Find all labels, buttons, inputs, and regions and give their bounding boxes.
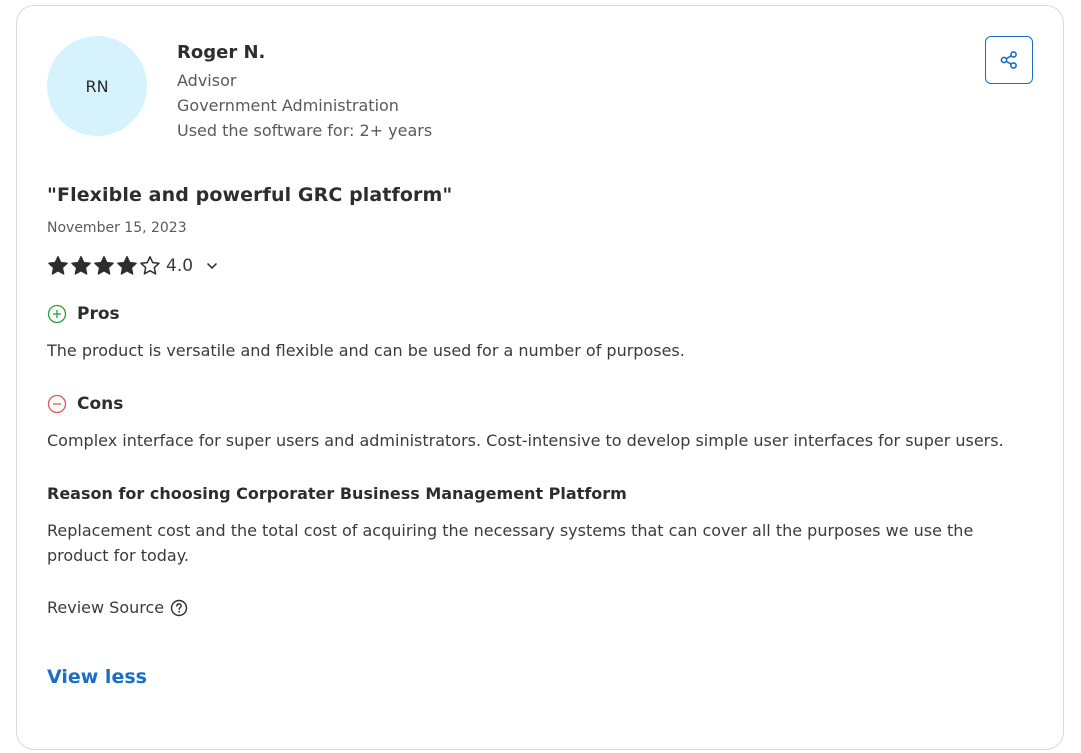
reviewer-name: Roger N. <box>177 42 266 63</box>
reviewer-industry: Government Administration <box>177 96 399 115</box>
rating-value: 4.0 <box>166 256 194 276</box>
review-date: November 15, 2023 <box>47 220 187 236</box>
star-filled-icon <box>93 255 115 277</box>
reason-heading: Reason for choosing Corporater Business Management Platform <box>47 484 627 503</box>
reason-text: Replacement cost and the total cost of acquiring the necessary systems that can cover all the purposes we use the product for today. <box>47 521 974 565</box>
share-icon <box>999 50 1019 70</box>
reviewer-role: Advisor <box>177 71 237 90</box>
chevron-down-icon[interactable] <box>205 259 219 273</box>
reviewer-info <box>177 40 432 143</box>
review-source <box>47 598 188 617</box>
pros-heading <box>47 304 120 324</box>
reviewer-usage: Used the software for: 2+ years <box>177 121 433 140</box>
plus-circle-icon <box>47 304 67 324</box>
avatar-initials: RN <box>85 76 109 96</box>
share-button[interactable] <box>985 36 1033 84</box>
pros-text: The product is versatile and flexible and can be used for a number of purposes. <box>47 341 685 360</box>
star-rating <box>47 255 162 277</box>
cons-label: Cons <box>77 394 124 414</box>
review-card <box>16 5 1064 750</box>
avatar <box>47 36 147 136</box>
star-filled-icon <box>116 255 138 277</box>
review-source-label: Review Source <box>47 598 165 617</box>
review-title: "Flexible and powerful GRC platform" <box>47 184 453 206</box>
minus-circle-icon <box>47 394 67 414</box>
question-circle-icon[interactable] <box>170 599 188 617</box>
star-filled-icon <box>47 255 69 277</box>
cons-heading <box>47 394 123 414</box>
star-filled-icon <box>70 255 92 277</box>
star-outline-icon <box>139 255 161 277</box>
cons-text: Complex interface for super users and administrators. Cost-intensive to develop simple user interfaces for super users. <box>47 431 1004 450</box>
rating <box>47 254 219 278</box>
pros-label: Pros <box>77 304 120 324</box>
view-less-link[interactable]: View less <box>47 666 147 688</box>
